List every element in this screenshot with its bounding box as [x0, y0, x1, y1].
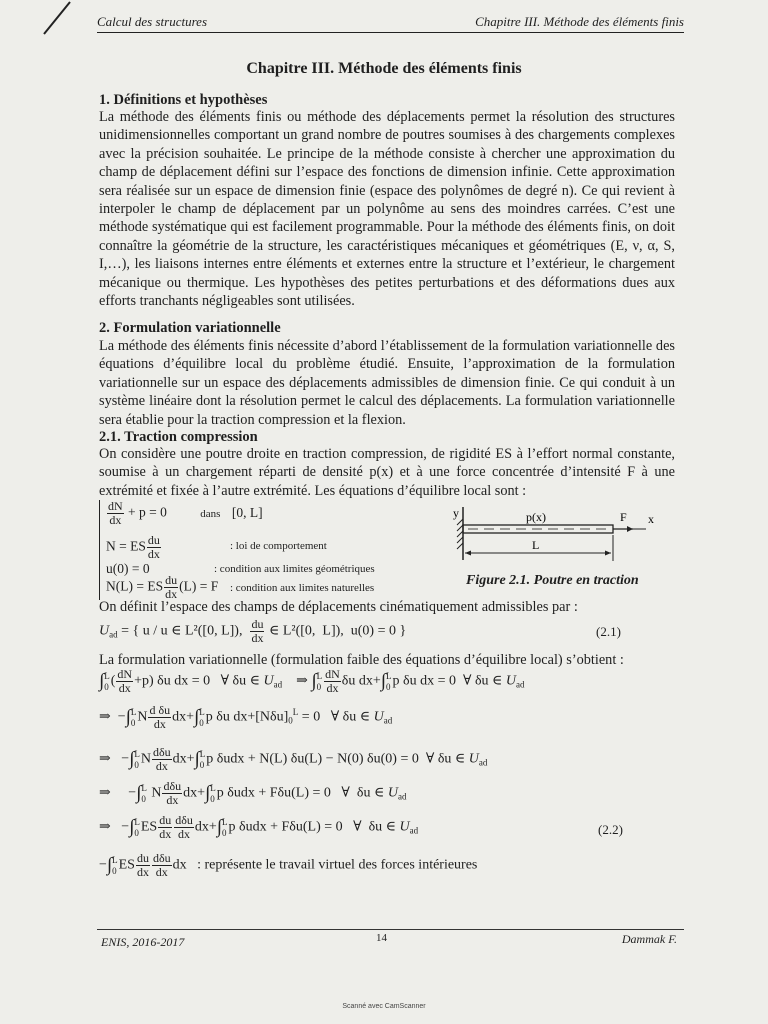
footer-rule [97, 929, 684, 930]
section-2-1-text: On considère une poutre droite en traction compression, de rigidité ES à l’effort normal constante, soumise à un chargement réparti de densité p(x) et à une force concentrée d’intensité F à une extrémité et fixée à l’autre extrémité. Les équations d’équilibre local sont : [99, 446, 675, 499]
scanner-watermark: Scanné avec CamScanner [342, 1003, 426, 1010]
section-1-heading: 1. Définitions et hypothèses [99, 92, 268, 108]
equation-2-1: $U_{ad}$ = { u / u ∈ L²([0, L]), $\frac{du}{dx}$ ∈ L²([0, L]), u(0) = 0 } [99, 617, 407, 645]
fig-length-label: L [532, 538, 540, 552]
virtual-work-text: : représente le travail virtuel des forces intérieures [197, 857, 478, 873]
fig-load-label: p(x) [526, 510, 546, 524]
comment-geometric-bc: : condition aux limites géométriques [214, 563, 375, 575]
header-right: Chapitre III. Méthode des éléments finis [475, 14, 684, 29]
footer-right: Dammak F. [621, 932, 677, 946]
section-2-1-heading: 2.1. Traction compression [99, 429, 258, 445]
equation-virtual-work: −∫ L 0 ES $\frac{du}{dx}$ $\frac{\text{dδu}}{dx}$ dx : représente le travail virtuel des forces intérieures [99, 851, 478, 879]
equation-weak-form-3: ⇒ −∫ L 0 N $\frac{\text{dδu}}{dx}$ dx+∫ L 0 p δudx + N(L) δu(L) − N(0) δu(0) = 0 ∀ δu ∈ $U_{ad}$ [99, 745, 488, 773]
page-number: 14 [376, 932, 387, 944]
section-2-text: La méthode des éléments finis nécessite d’abord l’établissement de la formulation variationnelle des équations d’équilibre local du problème étudié. Ensuite, l’approximation de la formulation variationnelle sur un espace des déplacements admissibles de dimension finie. Ce qui conduit à un système linéaire dont la résolution permet le calcul des déplacements. La formulation variationnelle sera établie pour la traction compression et la flexion. [99, 338, 675, 428]
eq-number-2-1: (2.1) [596, 624, 621, 639]
interval-label: [0, L] [231, 504, 263, 520]
equation-weak-form-2: ⇒ −∫ L 0 N $\frac{\text{d δu}}{dx}$ dx+∫ L 0 p δu $dx+[N\delta u]_0^L = 0$ ∀ δu ∈ $U_{ad}$ [99, 703, 393, 731]
equation-weak-form-1: ∫ L 0 ( $\frac{dN}{dx}$ +p) δu dx = 0 ∀ δu ∈ $U_{ad}$ ⇒ ∫ L 0 $\frac{dN}{dx}$ δu dx+∫ L 0 p δu dx = 0 ∀ δu ∈ $U_{ad}$ [99, 667, 525, 695]
fig-y-label: y [453, 506, 459, 520]
formulation-intro-text: La formulation variationnelle (formulation faible des équations d’équilibre local) s’obtient : [99, 652, 624, 668]
chapter-title: Chapitre III. Méthode des éléments finis [246, 60, 522, 77]
section-2-heading: 2. Formulation variationnelle [99, 320, 281, 336]
dans-label: dans [200, 507, 221, 520]
equation-weak-form-4: ⇒ −∫ L 0 N $\frac{\text{dδu}}{dx}$ dx+∫ L 0 p δudx + Fδu(L) = 0 ∀ δu ∈ $U_{ad}$ [99, 779, 407, 807]
comment-behaviour-law: : loi de comportement [230, 540, 327, 552]
beam-traction-figure [448, 505, 668, 571]
eq-number-2-2: (2.2) [598, 822, 623, 837]
comment-natural-bc: : condition aux limites naturelles [230, 582, 375, 594]
equilibrium-system: $\frac{dN}{dx}$ + p = 0 dans [0, L] N = ES $\frac{du}{dx}$ : loi de comportement u(0) = 0 : condition aux limites géométriques N(L) = ES $\frac{du}{dx}$ (L) = F : condition aux limites naturelles [99, 500, 430, 600]
figure-caption: Figure 2.1. Poutre en traction [466, 573, 639, 588]
space-definition-text: On définit l’espace des champs de déplacements cinématiquement admissibles par : [99, 599, 578, 615]
footer-left: ENIS, 2016-2017 [101, 935, 185, 949]
equation-2-2: ⇒ −∫ L 0 ES $\frac{du}{dx}$ $\frac{\text{dδu}}{dx}$ dx+∫ L 0 p δudx + Fδu(L) = 0 ∀ δu ∈ $U_{ad}$ [99, 813, 419, 841]
header-left: Calcul des structures [97, 14, 208, 29]
page-header [97, 12, 684, 33]
pen-stroke-mark [36, 0, 76, 40]
fig-x-label: x [648, 512, 654, 526]
fig-force-label: F [620, 510, 627, 524]
section-1-text: La méthode des éléments finis ou méthode des déplacements permet la résolution des structures unidimensionnelles comportant un grand nombre de poutres soumises à des chargements complexes avec la précision souhaitée. Le principe de la méthode consiste à chercher une approximation du champ de déplacement défini sur l’espace des fonctions de dimension infinie. Cette approximation sera réalisée sur un espace de dimension finie (espace des polynômes de degré n). Ce qui revient à interpoler le champ de déplacement par un polynôme au sens des moindres carrées. C’est une méthode systématique qui est facilement programmable. Pour la méthode des éléments finis, on doit connaître la géométrie de la structure, les caractéristiques mécaniques et géométriques (E, ν, α, S, I,…), les liaisons internes entre éléments et externes entre la structure et l’extérieur, le chargement mécanique ou thermique. Les hypothèses des petites perturbations et des déformations dues aux efforts tranchants négligeables sont utilisées. [99, 109, 675, 310]
